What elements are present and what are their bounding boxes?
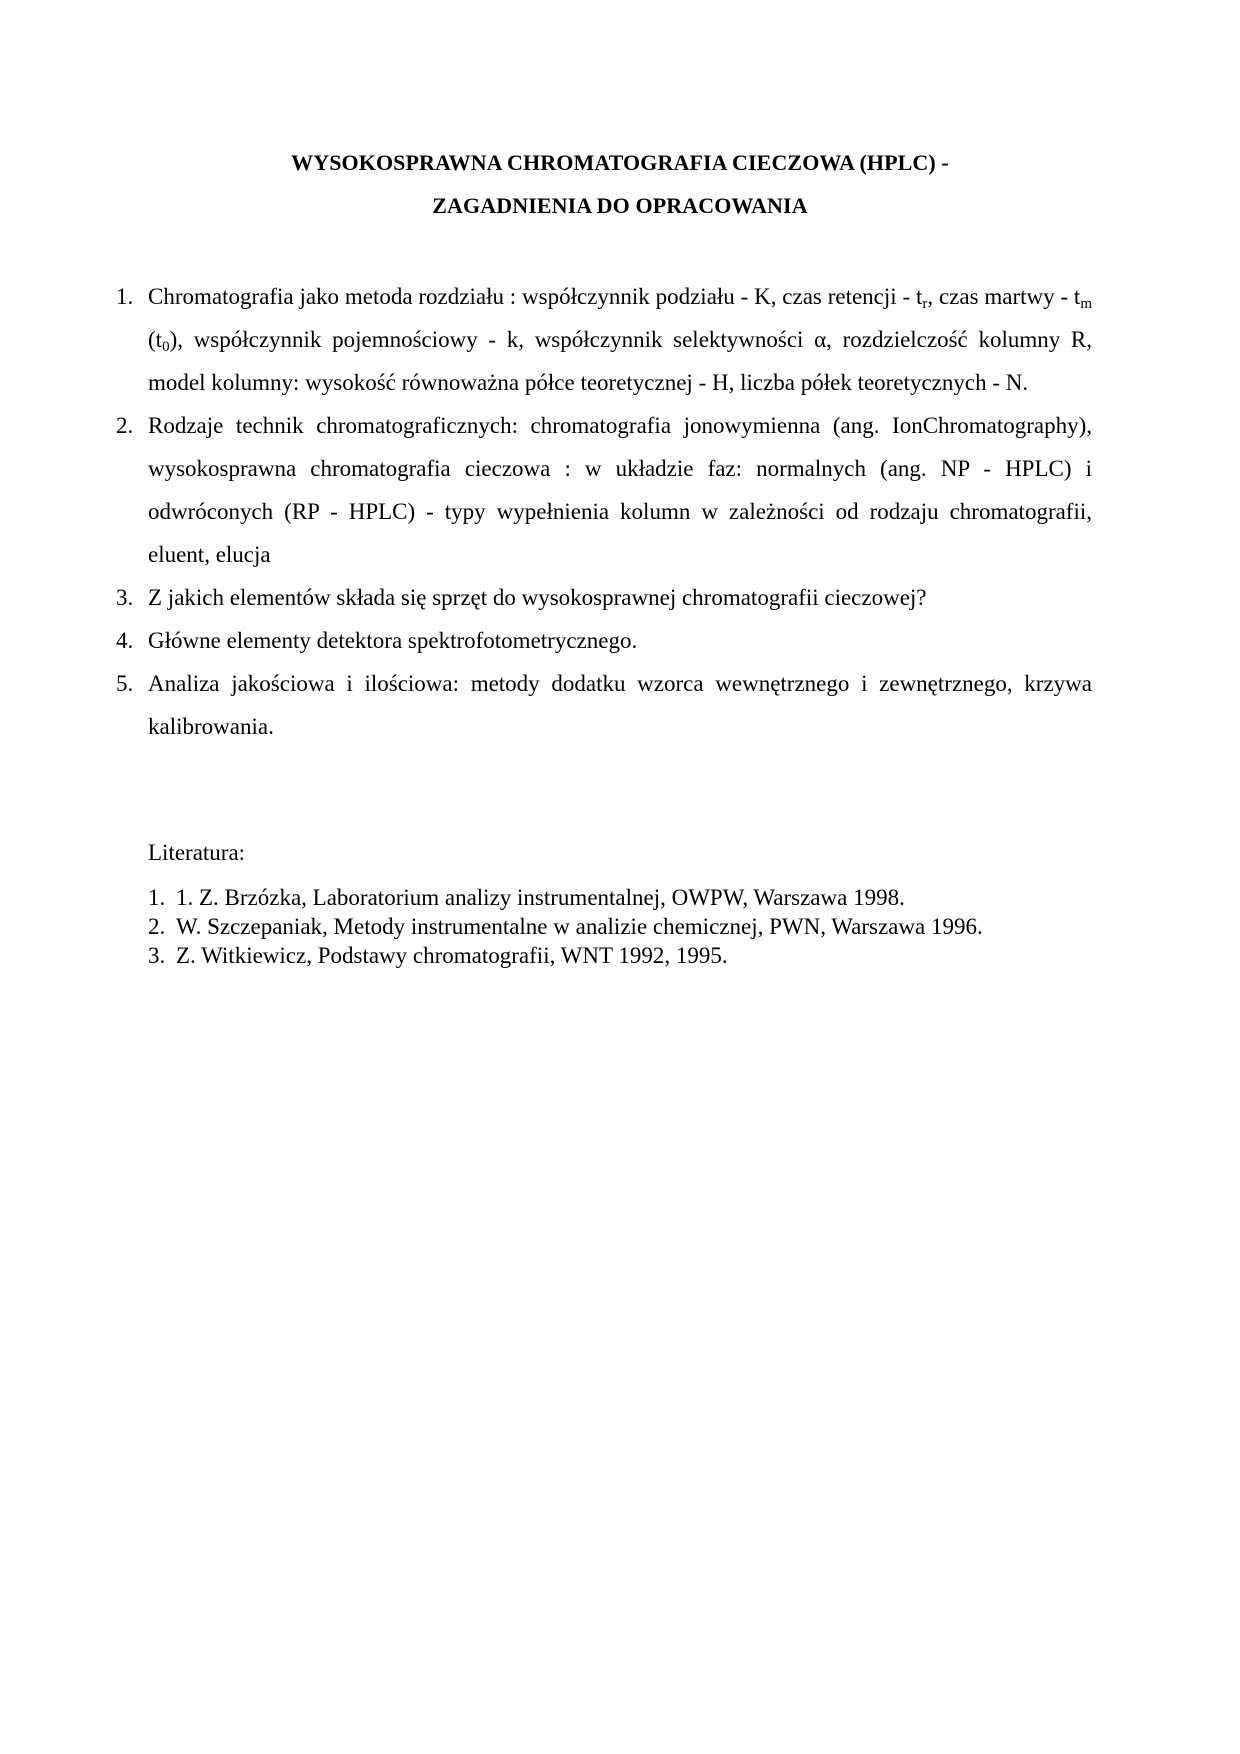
questions-list (116, 275, 1092, 748)
reference-number: 3. (148, 943, 166, 968)
question-text-part: , czas martwy - t (927, 284, 1081, 309)
subscript-m: m (1080, 296, 1092, 312)
question-item (116, 576, 1092, 619)
question-number: 1. (116, 284, 134, 309)
reference-item (148, 912, 983, 941)
reference-item (148, 883, 983, 912)
question-number: 2. (116, 413, 134, 438)
question-text-part: (t (148, 327, 163, 352)
question-number: 3. (116, 585, 134, 610)
subscript-0: 0 (162, 339, 170, 355)
question-item (116, 662, 1092, 748)
subscript-r: r (922, 296, 928, 312)
reference-text: Z. Witkiewicz, Podstawy chromatografii, WNT 1992, 1995. (176, 943, 728, 968)
question-number: 4. (116, 628, 134, 653)
reference-number: 2. (148, 914, 166, 939)
reference-text: 1. Z. Brzózka, Laboratorium analizy instrumentalnej, OWPW, Warszawa 1998. (176, 885, 905, 910)
question-number: 5. (116, 671, 134, 696)
question-text (148, 275, 1092, 404)
question-text-part: Chromatografia jako metoda rozdziału : współczynnik podziału - K, czas retencji - t (148, 284, 923, 309)
question-text: Rodzaje technik chromatograficznych: chromatografia jonowymienna (ang. IonChromatography), wysokosprawna chromatografia cieczowa : w układzie faz: normalnych (ang. NP - HPLC) i odwróconych (RP - HPLC) - typy wypełnienia kolumn w zależności od rodzaju chromatografii, eluent, elucja (148, 413, 1092, 567)
question-item (116, 619, 1092, 662)
reference-number: 1. (148, 885, 166, 910)
reference-item (148, 941, 983, 970)
document-title-line-2: ZAGADNIENIA DO OPRACOWANIA (432, 193, 808, 218)
question-text: Główne elementy detektora spektrofotometrycznego. (148, 628, 638, 653)
question-text: Analiza jakościowa i ilościowa: metody dodatku wzorca wewnętrznego i zewnętrznego, krzywa kalibrowania. (148, 671, 1092, 739)
question-text: Z jakich elementów składa się sprzęt do wysokosprawnej chromatografii cieczowej? (148, 585, 927, 610)
question-item (116, 275, 1092, 404)
references-list (148, 883, 983, 970)
document-title-line-1: WYSOKOSPRAWNA CHROMATOGRAFIA CIECZOWA (HPLC) - (291, 150, 949, 175)
question-item (116, 404, 1092, 576)
literature-heading: Literatura: (148, 840, 246, 865)
question-text-part: ), współczynnik pojemnościowy - k, współczynnik selektywności α, rozdzielczość kolumny R, model kolumny: wysokość równoważna półce teoretycznej - H, liczba półek teoretycznych - N. (148, 327, 1092, 395)
reference-text: W. Szczepaniak, Metody instrumentalne w analizie chemicznej, PWN, Warszawa 1996. (176, 914, 983, 939)
